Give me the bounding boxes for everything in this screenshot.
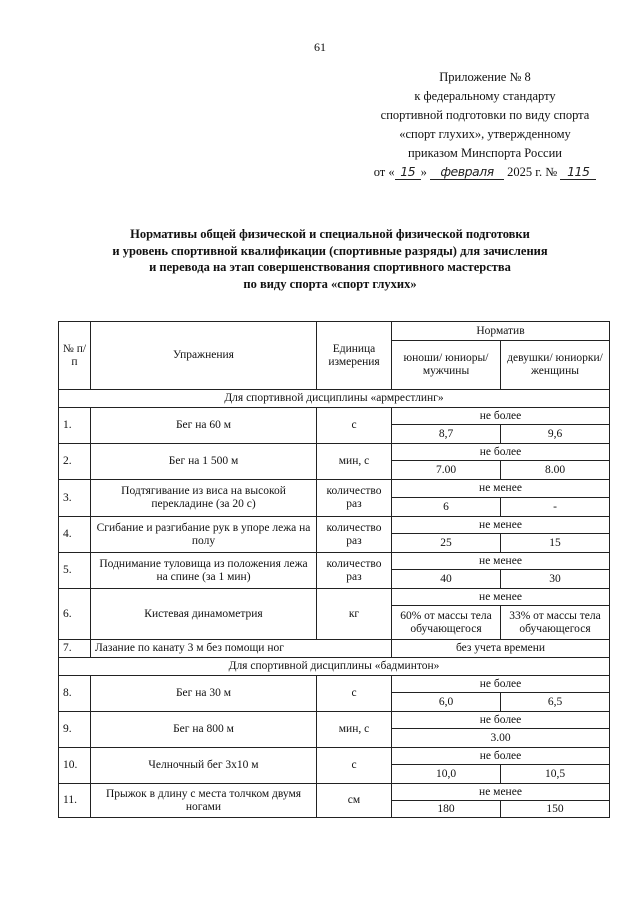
title-line: по виду спорта «спорт глухих» [243, 276, 417, 291]
header-girls: девушки/ юниорки/ женщины [501, 341, 610, 390]
value-girls: 33% от массы тела обучающегося [501, 606, 610, 640]
row-condition: не более [392, 748, 610, 765]
value-girls: - [501, 498, 610, 517]
table-row [59, 676, 610, 693]
title-line: и уровень спортивной квалификации (спортивные разряды) для зачисления [112, 243, 548, 258]
row-exercise: Бег на 60 м [91, 408, 317, 444]
row-unit: с [317, 748, 392, 784]
row-condition: не более [392, 676, 610, 693]
header-unit: Единица измерения [317, 322, 392, 390]
value-boys: 10,0 [392, 765, 501, 784]
row-number: 7. [59, 640, 91, 658]
page-number: 61 [314, 40, 326, 54]
table-row [59, 480, 610, 498]
value-boys: 180 [392, 801, 501, 818]
appendix-header [330, 68, 640, 182]
value-girls: 10,5 [501, 765, 610, 784]
appendix-line: Приложение № 8 [439, 70, 531, 84]
section-title: Для спортивной дисциплины «бадминтон» [59, 658, 610, 676]
value-boys: 25 [392, 534, 501, 553]
value-boys: 7.00 [392, 461, 501, 480]
row-number: 10. [59, 748, 91, 784]
row-condition: не менее [392, 480, 610, 498]
document-title [40, 226, 620, 292]
row-number: 9. [59, 712, 91, 748]
date-suffix: 2025 г. № [507, 165, 558, 179]
row-number: 8. [59, 676, 91, 712]
table-row [59, 553, 610, 570]
value-boys: 60% от массы тела обучающегося [392, 606, 501, 640]
header-boys: юноши/ юниоры/ мужчины [392, 341, 501, 390]
handwritten-order-number: 115 [560, 165, 596, 180]
norms-table [58, 321, 610, 818]
section-row [59, 390, 610, 408]
row-unit: количество раз [317, 553, 392, 589]
header-num: № п/п [59, 322, 91, 390]
table-row [59, 640, 610, 658]
value-girls: 8.00 [501, 461, 610, 480]
value-boys: 6 [392, 498, 501, 517]
row-unit: количество раз [317, 517, 392, 553]
row-exercise: Поднимание туловища из положения лежа на спине (за 1 мин) [91, 553, 317, 589]
row-condition: не менее [392, 589, 610, 606]
table-row [59, 589, 610, 606]
row-unit: мин, с [317, 444, 392, 480]
row-number: 1. [59, 408, 91, 444]
header-row [59, 322, 610, 341]
row-number: 6. [59, 589, 91, 640]
value-boys: 6,0 [392, 693, 501, 712]
row-unit: см [317, 784, 392, 818]
table-row [59, 408, 610, 425]
row-condition: не менее [392, 517, 610, 534]
date-prefix: от « [373, 165, 395, 179]
row-unit: количество раз [317, 480, 392, 517]
value-boys: 8,7 [392, 425, 501, 444]
row-condition: не более [392, 444, 610, 461]
row-exercise: Лазание по канату 3 м без помощи ног [91, 640, 392, 658]
value-girls: 150 [501, 801, 610, 818]
value-girls: 9,6 [501, 425, 610, 444]
row-condition: не более [392, 408, 610, 425]
title-line: Нормативы общей физической и специальной физической подготовки [130, 227, 530, 241]
header-exercise: Упражнения [91, 322, 317, 390]
appendix-line: спортивной подготовки по виду спорта [380, 108, 590, 122]
handwritten-day: 15 [395, 165, 421, 180]
section-row [59, 658, 610, 676]
row-unit: с [317, 408, 392, 444]
row-number: 2. [59, 444, 91, 480]
table-row [59, 748, 610, 765]
table-row [59, 444, 610, 461]
handwritten-month: февраля [430, 165, 504, 180]
value-boys: 40 [392, 570, 501, 589]
row-number: 4. [59, 517, 91, 553]
date-mid: » [420, 165, 427, 179]
row-exercise: Бег на 800 м [91, 712, 317, 748]
row-exercise: Прыжок в длину с места толчком двумя ногами [91, 784, 317, 818]
value-common: без учета времени [392, 640, 610, 658]
row-exercise: Бег на 30 м [91, 676, 317, 712]
row-unit: кг [317, 589, 392, 640]
title-line: и перевода на этап совершенствования спортивного мастерства [149, 260, 511, 274]
row-exercise: Кистевая динамометрия [91, 589, 317, 640]
row-condition: не более [392, 712, 610, 729]
value-girls: 6,5 [501, 693, 610, 712]
table-row [59, 517, 610, 534]
value-girls: 30 [501, 570, 610, 589]
row-condition: не менее [392, 784, 610, 801]
row-condition: не менее [392, 553, 610, 570]
row-unit: мин, с [317, 712, 392, 748]
row-number: 11. [59, 784, 91, 818]
row-unit: с [317, 676, 392, 712]
value-common: 3.00 [392, 729, 610, 748]
row-exercise: Подтягивание из виса на высокой перекладине (за 20 с) [91, 480, 317, 517]
appendix-line: приказом Минспорта России [407, 146, 562, 160]
row-number: 5. [59, 553, 91, 589]
section-title: Для спортивной дисциплины «армрестлинг» [59, 390, 610, 408]
order-date-line [330, 163, 640, 182]
row-exercise: Бег на 1 500 м [91, 444, 317, 480]
table-row [59, 712, 610, 729]
row-exercise: Челночный бег 3х10 м [91, 748, 317, 784]
appendix-line: «спорт глухих», утвержденному [399, 127, 571, 141]
row-number: 3. [59, 480, 91, 517]
header-norm: Норматив [392, 322, 610, 341]
row-exercise: Сгибание и разгибание рук в упоре лежа на полу [91, 517, 317, 553]
table-row [59, 784, 610, 801]
value-girls: 15 [501, 534, 610, 553]
appendix-line: к федеральному стандарту [414, 89, 556, 103]
